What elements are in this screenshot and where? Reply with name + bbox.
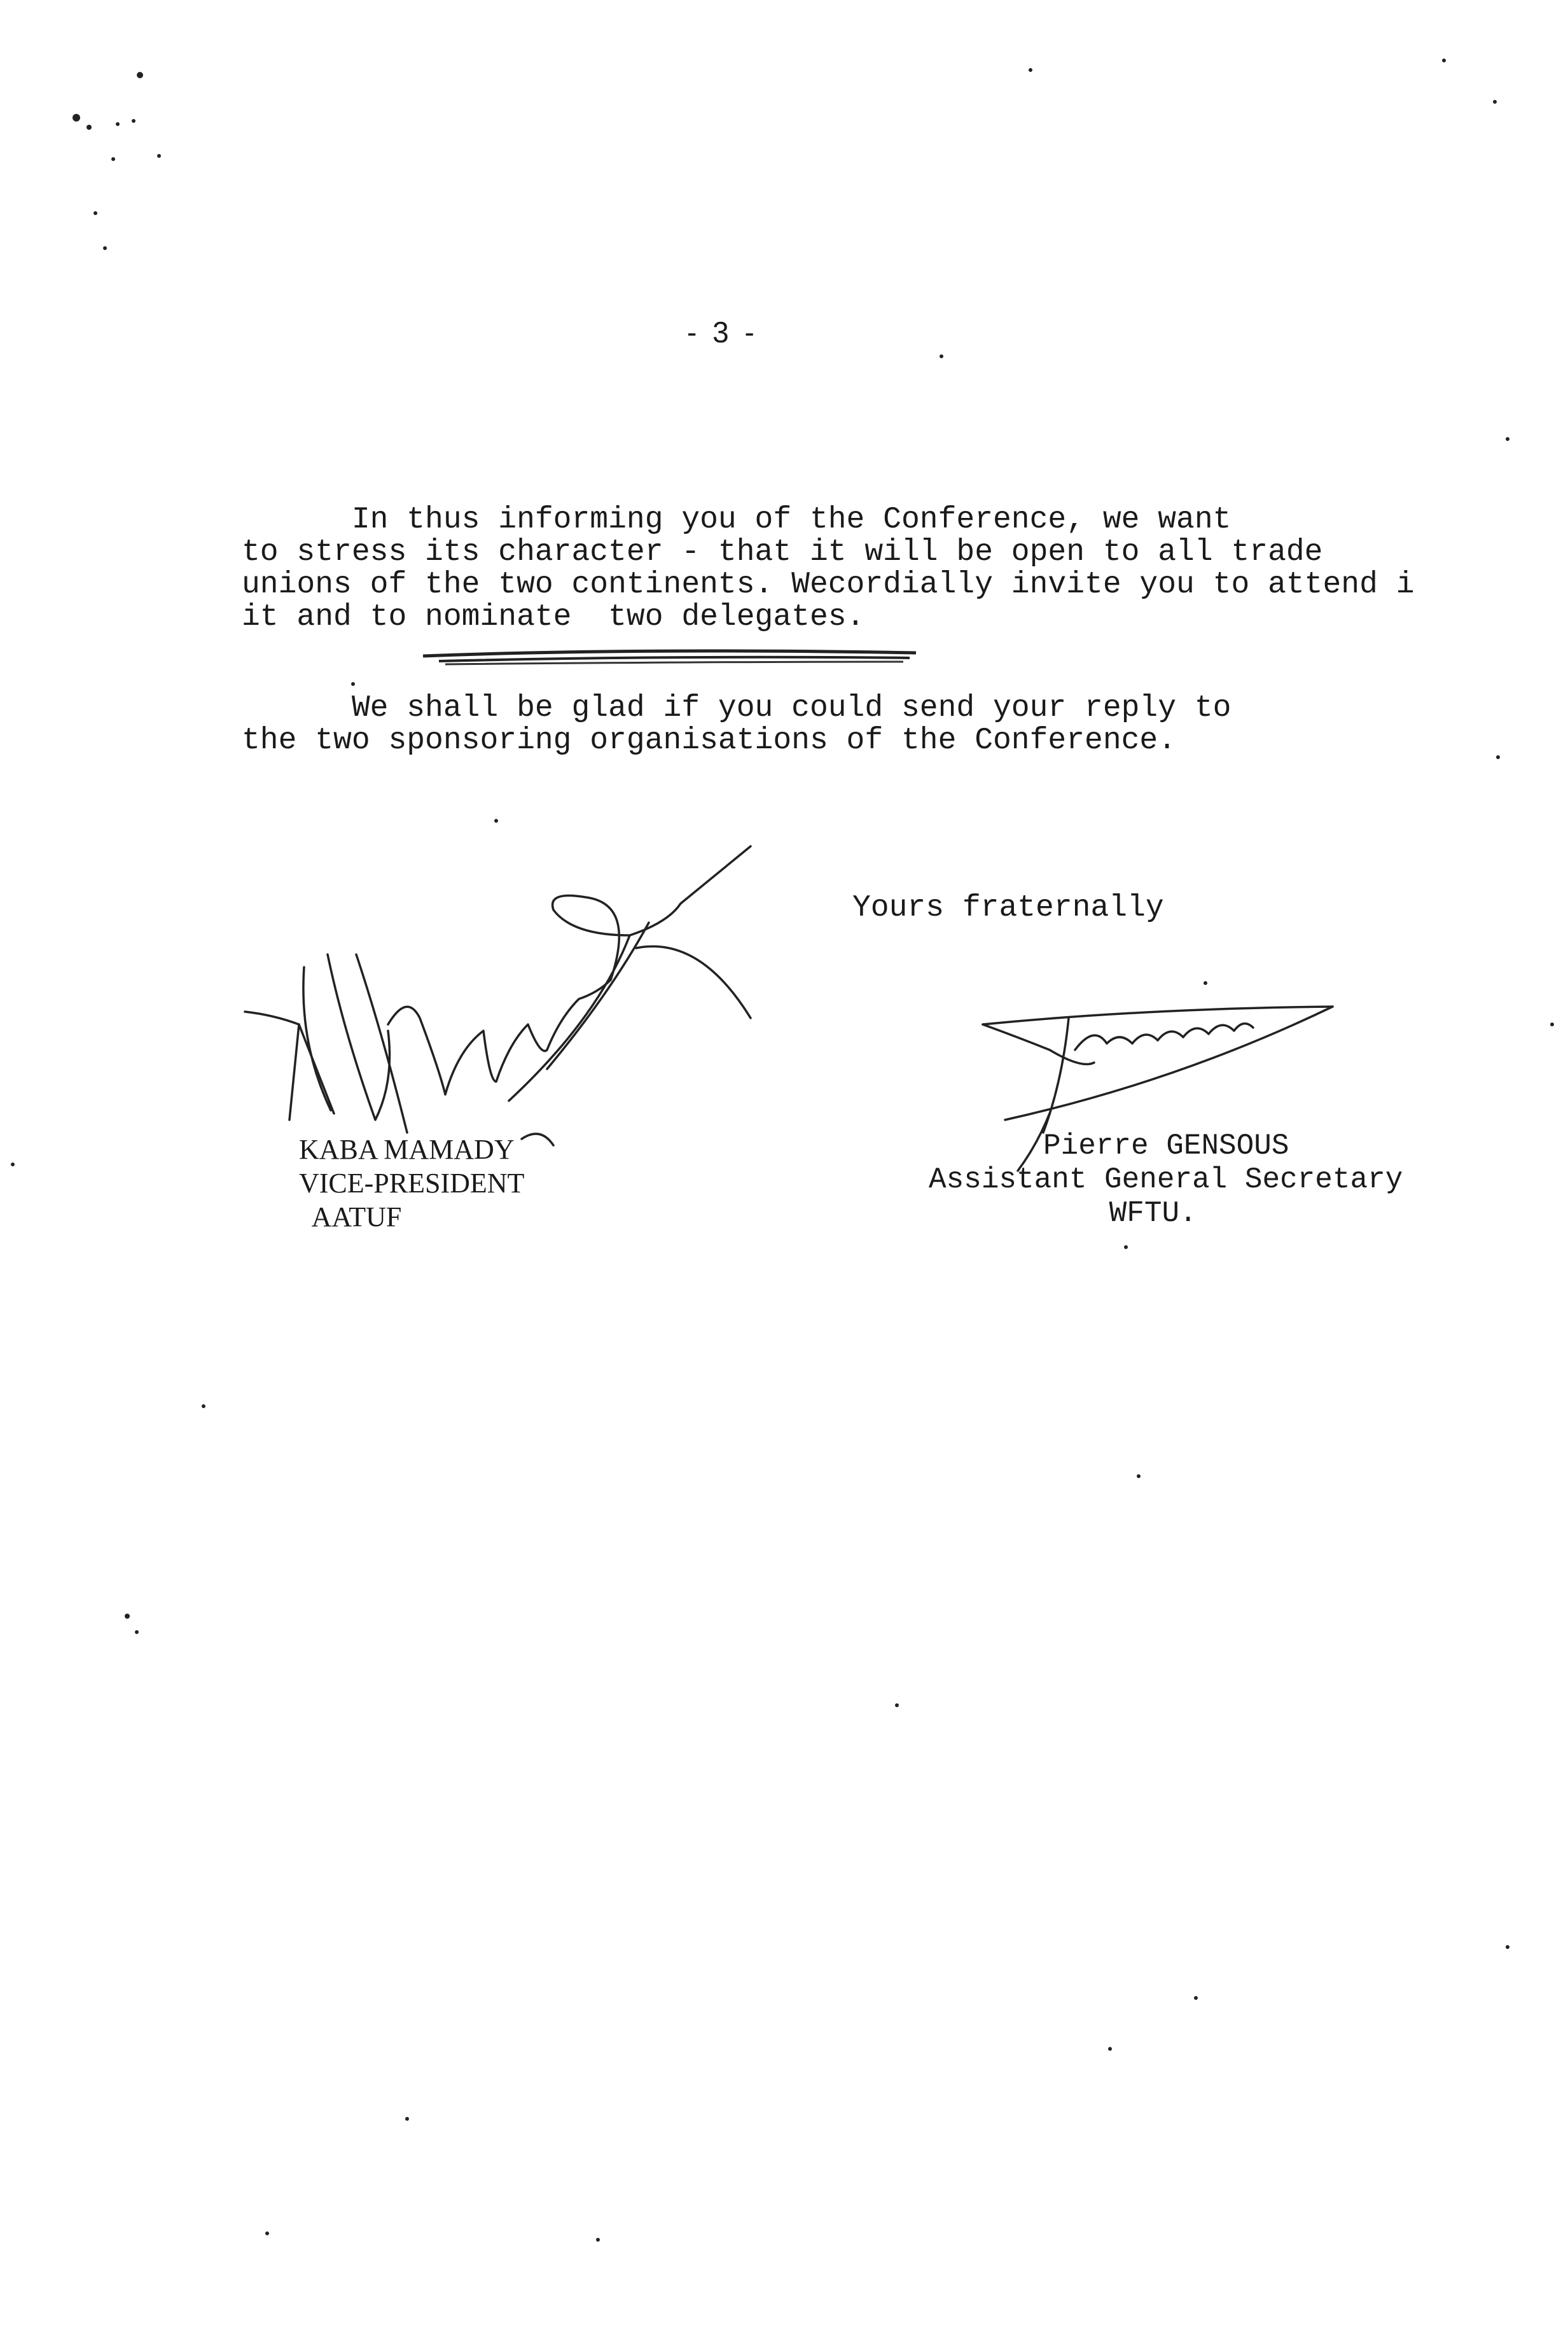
closing-salutation: Yours fraternally [852, 891, 1164, 925]
signatory-left-org: AATUF [311, 1201, 402, 1232]
page-number: - 3 - [687, 316, 758, 349]
paragraph-line: unions of the two continents. Wecordially invite you to attend i [242, 568, 1415, 602]
paragraph-line: In thus informing you of the Conference, we want [242, 503, 1232, 537]
signatory-left-title: VICE-PRESIDENT [299, 1168, 525, 1199]
signatory-right-title: Assistant General Secretary [929, 1163, 1403, 1196]
paragraph-line: to stress its character - that it will be open to all trade [242, 535, 1323, 569]
signatory-right-org: WFTU. [1109, 1197, 1197, 1230]
paragraph-line: the two sponsoring organisations of the Conference. [242, 723, 1177, 758]
paragraph-line: We shall be glad if you could send your reply to [242, 691, 1232, 725]
signatory-right-name: Pierre GENSOUS [1043, 1129, 1289, 1163]
paragraph-line: it and to nominate two delegates. [242, 600, 865, 634]
signatory-left-name: KABA MAMADY [299, 1134, 515, 1165]
